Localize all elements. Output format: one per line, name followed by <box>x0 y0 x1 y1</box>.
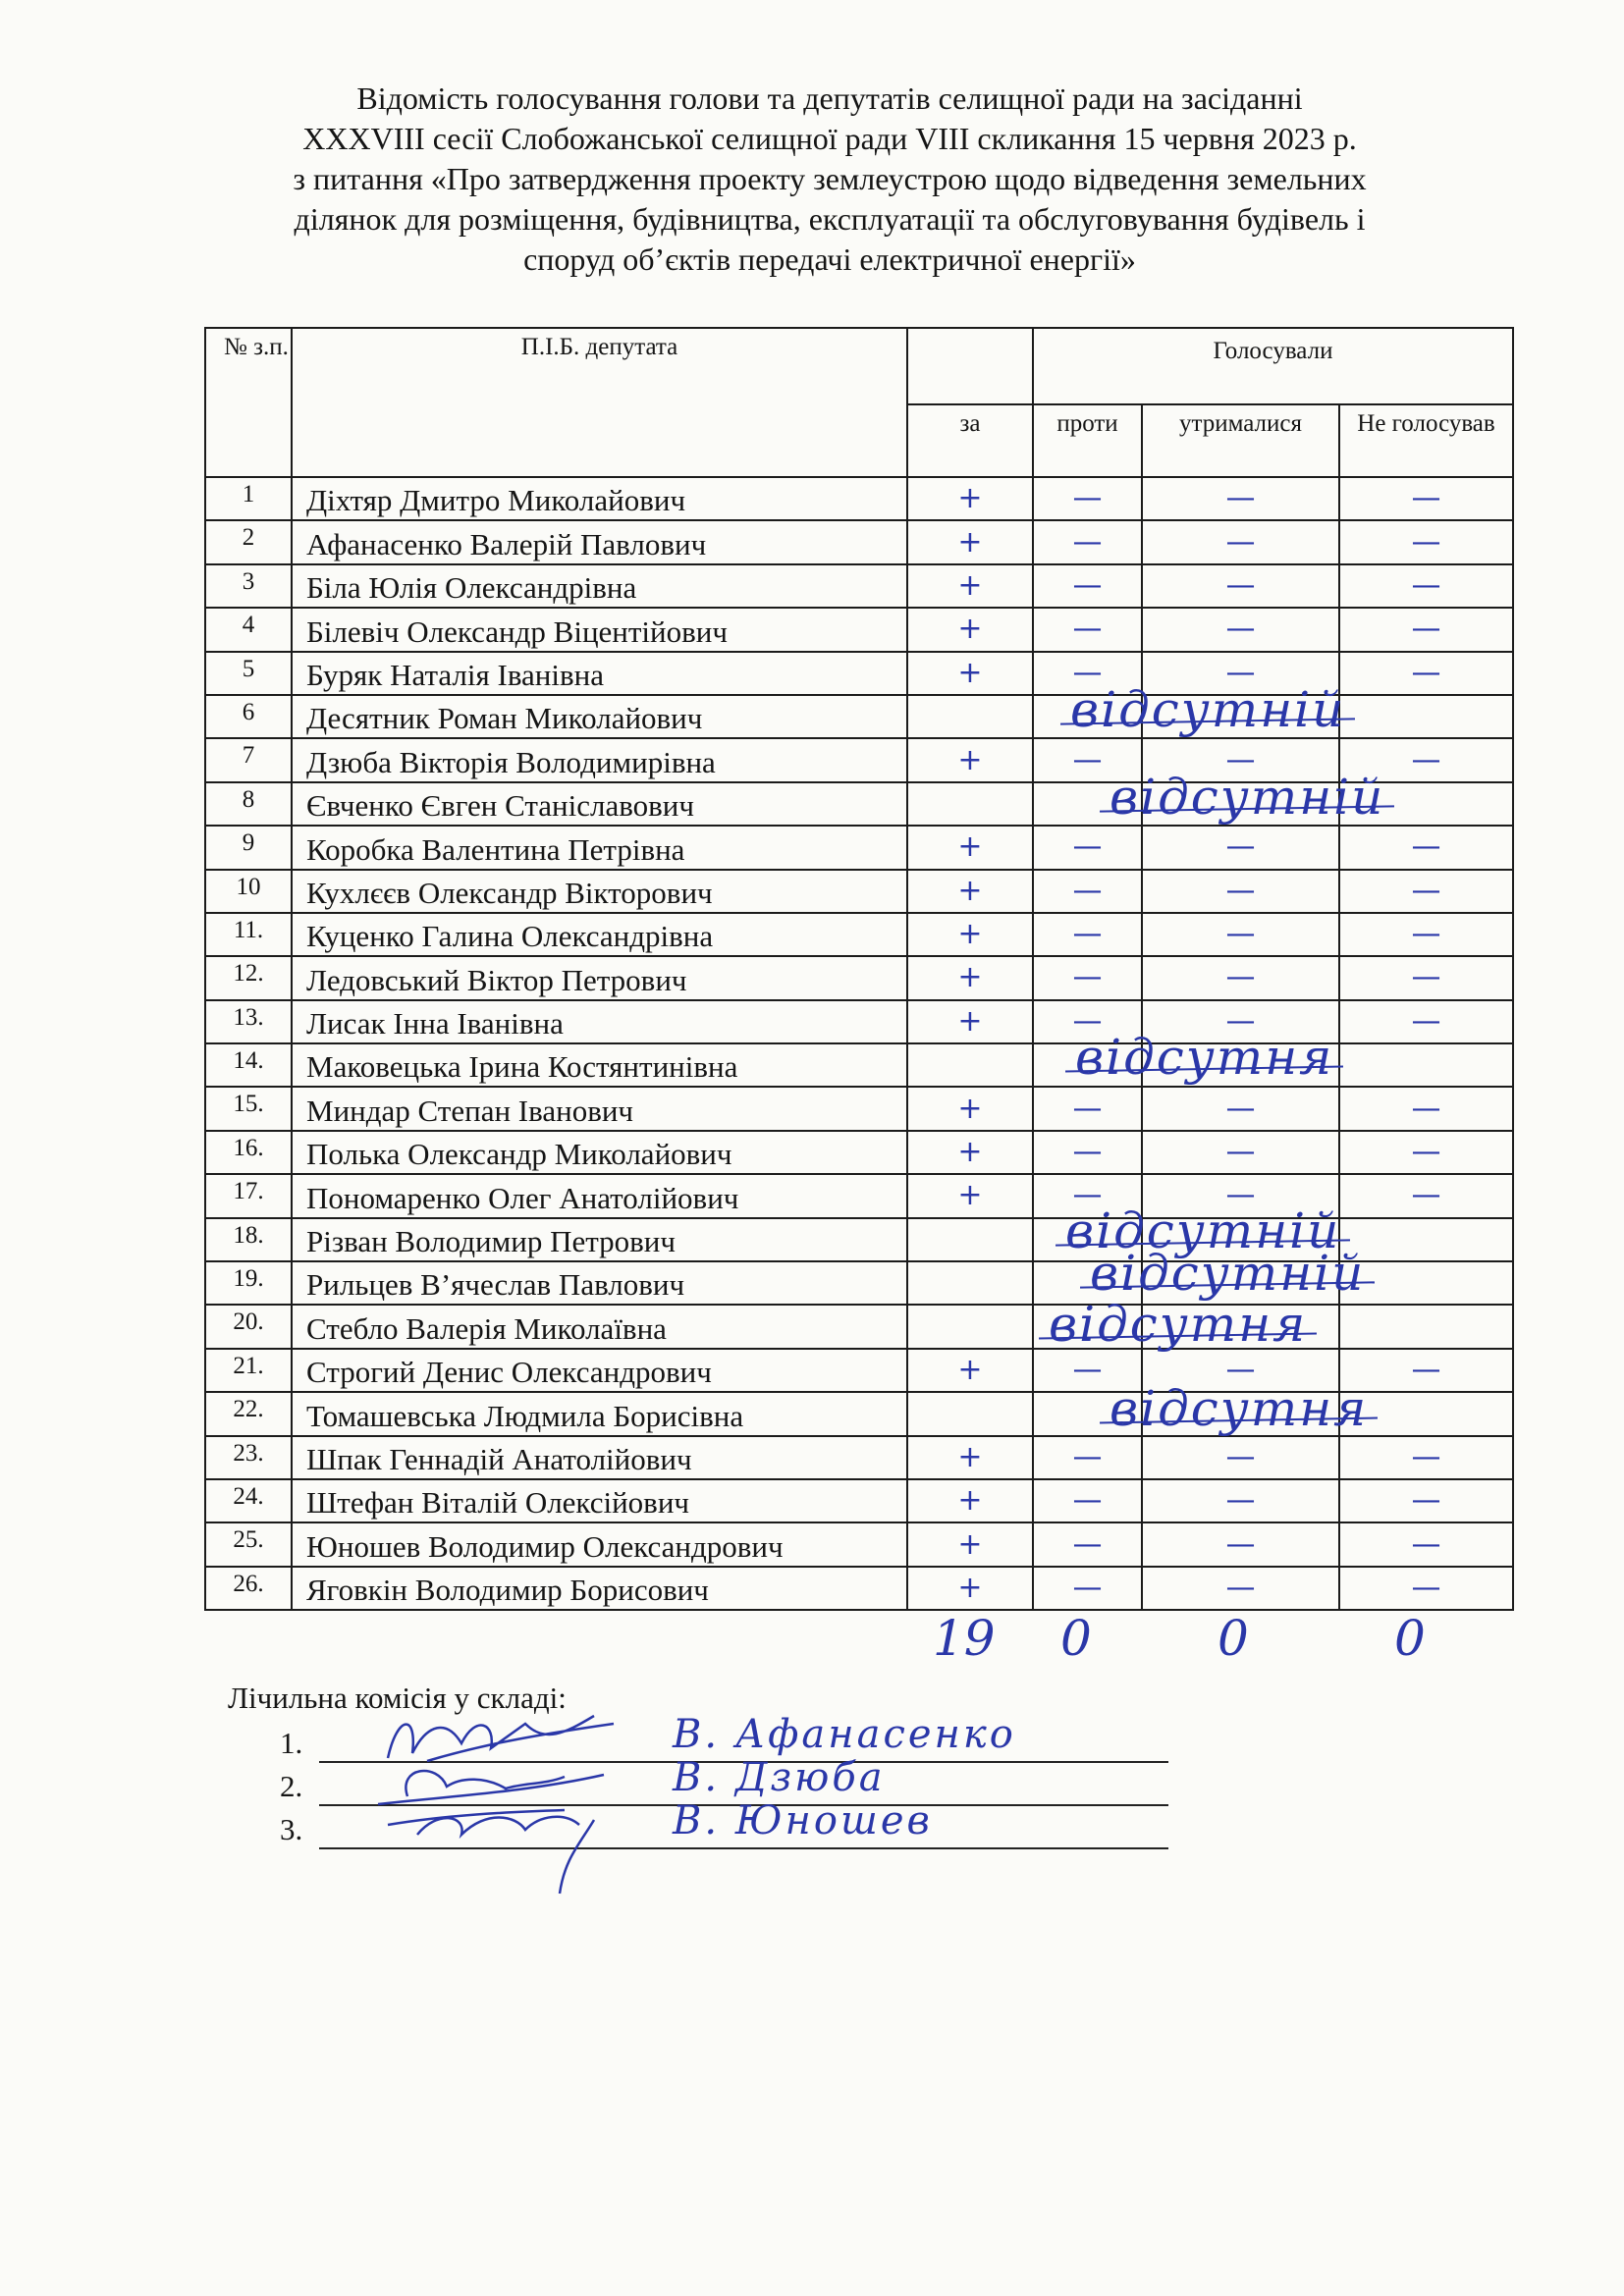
row-number: 4 <box>205 608 292 651</box>
vote-not-voted: — <box>1339 1479 1513 1522</box>
document-header <box>177 79 1483 280</box>
deputy-name: Ледовський Віктор Петрович <box>292 956 907 999</box>
vote-abstained: — <box>1142 956 1339 999</box>
vote-abstained: — <box>1142 1174 1339 1217</box>
deputy-name: Буряк Наталія Іванівна <box>292 652 907 695</box>
vote-abstained: — <box>1142 1436 1339 1479</box>
vote-abstained: — <box>1142 477 1339 520</box>
vote-for: + <box>907 1479 1033 1522</box>
vote-for: + <box>907 913 1033 956</box>
vote-not-voted: — <box>1339 520 1513 563</box>
vote-for: + <box>907 1567 1033 1610</box>
vote-for: + <box>907 608 1033 651</box>
row-number: 7 <box>205 738 292 781</box>
vote-not-voted: — <box>1339 1349 1513 1392</box>
vote-for: + <box>907 1436 1033 1479</box>
vote-abstained: — <box>1142 608 1339 651</box>
vote-abstained: — <box>1142 913 1339 956</box>
vote-not-voted: — <box>1339 564 1513 608</box>
table-row <box>205 1305 1513 1348</box>
table-row <box>205 956 1513 999</box>
vote-for: + <box>907 1349 1033 1392</box>
row-number: 11. <box>205 913 292 956</box>
vote-against: — <box>1033 913 1142 956</box>
member-name: В. Дзюба <box>673 1755 886 1800</box>
row-number: 21. <box>205 1349 292 1392</box>
table-row <box>205 1087 1513 1130</box>
row-number: 12. <box>205 956 292 999</box>
vote-abstained: — <box>1142 564 1339 608</box>
col-header-not-voted: Не голосував <box>1339 404 1513 477</box>
vote-against: — <box>1033 1131 1142 1174</box>
vote-for: + <box>907 1131 1033 1174</box>
table-row <box>205 608 1513 651</box>
member-number: 3. <box>280 1812 303 1846</box>
vote-not-voted: — <box>1339 608 1513 651</box>
row-number: 15. <box>205 1087 292 1130</box>
col-header-number <box>205 328 292 477</box>
row-number: 17. <box>205 1174 292 1217</box>
vote-for: + <box>907 520 1033 563</box>
vote-for: + <box>907 826 1033 869</box>
vote-for: + <box>907 1174 1033 1217</box>
deputy-name: Куценко Галина Олександрівна <box>292 913 907 956</box>
vote-for: + <box>907 1000 1033 1043</box>
vote-against: — <box>1033 1479 1142 1522</box>
vote-for <box>907 695 1033 738</box>
vote-for <box>907 1305 1033 1348</box>
vote-against: — <box>1033 738 1142 781</box>
table-row <box>205 826 1513 869</box>
row-number: 23. <box>205 1436 292 1479</box>
vote-abstained: — <box>1142 1522 1339 1566</box>
table-row <box>205 477 1513 520</box>
vote-against: — <box>1033 1349 1142 1392</box>
vote-for: + <box>907 870 1033 913</box>
row-number: 25. <box>205 1522 292 1566</box>
col-header-number-label: № з.п. <box>224 334 289 360</box>
absent-note: відсутня <box>1075 1029 1334 1086</box>
deputy-name: Діхтяр Дмитро Миколайович <box>292 477 907 520</box>
vote-not-voted: — <box>1339 1087 1513 1130</box>
vote-against: — <box>1033 1174 1142 1217</box>
vote-abstained: — <box>1142 1087 1339 1130</box>
vote-not-voted: — <box>1339 1000 1513 1043</box>
absent-note: відсутня <box>1110 1380 1369 1437</box>
vote-not-voted: — <box>1339 652 1513 695</box>
deputy-name: Євченко Євген Станіславович <box>292 782 907 826</box>
table-row <box>205 1567 1513 1610</box>
deputy-name: Яговкін Володимир Борисович <box>292 1567 907 1610</box>
vote-not-voted: — <box>1339 477 1513 520</box>
row-number: 8 <box>205 782 292 826</box>
vote-not-voted <box>1339 1305 1513 1348</box>
row-number: 24. <box>205 1479 292 1522</box>
table-row <box>205 520 1513 563</box>
total-for: 19 <box>933 1610 996 1667</box>
vote-against: — <box>1033 1000 1142 1043</box>
col-header-abstained: утрималися <box>1142 404 1339 477</box>
table-row <box>205 913 1513 956</box>
vote-for <box>907 782 1033 826</box>
total-against: 0 <box>1060 1610 1092 1667</box>
vote-not-voted: — <box>1339 738 1513 781</box>
vote-not-voted: — <box>1339 1174 1513 1217</box>
vote-abstained: — <box>1142 1000 1339 1043</box>
row-number: 22. <box>205 1392 292 1435</box>
signature-icon <box>368 1790 682 1898</box>
vote-for <box>907 1261 1033 1305</box>
col-header-for: за <box>907 404 1033 477</box>
row-number: 1 <box>205 477 292 520</box>
row-number: 19. <box>205 1261 292 1305</box>
row-number: 3 <box>205 564 292 608</box>
vote-against: — <box>1033 564 1142 608</box>
table-row <box>205 870 1513 913</box>
vote-for: + <box>907 956 1033 999</box>
deputy-name: Томашевська Людмила Борисівна <box>292 1392 907 1435</box>
row-number: 16. <box>205 1131 292 1174</box>
vote-not-voted: — <box>1339 1522 1513 1566</box>
vote-abstained: — <box>1142 1567 1339 1610</box>
vote-against: — <box>1033 1567 1142 1610</box>
member-number: 1. <box>280 1726 303 1760</box>
vote-for: + <box>907 1087 1033 1130</box>
vote-abstained: — <box>1142 1131 1339 1174</box>
vote-abstained: — <box>1142 652 1339 695</box>
vote-against: — <box>1033 652 1142 695</box>
col-header-voted: Голосували <box>1033 328 1513 404</box>
col-header-name: П.І.Б. депутата <box>292 328 907 477</box>
vote-not-voted: — <box>1339 1131 1513 1174</box>
vote-not-voted: — <box>1339 826 1513 869</box>
row-number: 10 <box>205 870 292 913</box>
row-number: 18. <box>205 1218 292 1261</box>
vote-for: + <box>907 652 1033 695</box>
deputy-name: Штефан Віталій Олексійович <box>292 1479 907 1522</box>
vote-not-voted: — <box>1339 1567 1513 1610</box>
vote-abstained: — <box>1142 826 1339 869</box>
vote-abstained: — <box>1142 520 1339 563</box>
col-header-empty <box>907 328 1033 404</box>
table-row <box>205 1522 1513 1566</box>
deputy-name: Коробка Валентина Петрівна <box>292 826 907 869</box>
header-line-3: з питання «Про затвердження проекту землеустрою щодо відведення земельних <box>293 161 1367 196</box>
total-abstained: 0 <box>1218 1610 1249 1667</box>
table-row <box>205 1479 1513 1522</box>
absent-note: відсутня <box>1049 1296 1308 1353</box>
deputy-name: Дзюба Вікторія Володимирівна <box>292 738 907 781</box>
deputy-name: Білевіч Олександр Віцентійович <box>292 608 907 651</box>
absent-note: відсутній <box>1070 681 1346 738</box>
deputy-name: Рильцев В’ячеслав Павлович <box>292 1261 907 1305</box>
vote-against: — <box>1033 1522 1142 1566</box>
commission-member <box>280 1798 1168 1851</box>
deputy-name: Шпак Геннадій Анатолійович <box>292 1436 907 1479</box>
header-line-2: XXXVIII сесії Слобожанської селищної ради VIII скликання 15 червня 2023 р. <box>302 121 1357 156</box>
row-number: 20. <box>205 1305 292 1348</box>
deputy-name: Строгий Денис Олександрович <box>292 1349 907 1392</box>
vote-abstained: — <box>1142 870 1339 913</box>
vote-for: + <box>907 738 1033 781</box>
member-name: В. Юношев <box>673 1798 933 1843</box>
col-header-against: проти <box>1033 404 1142 477</box>
vote-not-voted: — <box>1339 913 1513 956</box>
deputy-name: Юношев Володимир Олександрович <box>292 1522 907 1566</box>
vote-for: + <box>907 564 1033 608</box>
row-number: 26. <box>205 1567 292 1610</box>
vote-against: — <box>1033 608 1142 651</box>
member-name: В. Афанасенко <box>673 1712 1016 1757</box>
table-row <box>205 1436 1513 1479</box>
vote-not-voted <box>1339 695 1513 738</box>
row-number: 13. <box>205 1000 292 1043</box>
deputy-name: Кухлєєв Олександр Вікторович <box>292 870 907 913</box>
deputy-name: Маковецька Ірина Костянтинівна <box>292 1043 907 1087</box>
vote-for <box>907 1043 1033 1087</box>
vote-abstained: — <box>1142 738 1339 781</box>
vote-against: — <box>1033 1087 1142 1130</box>
row-number: 5 <box>205 652 292 695</box>
row-number: 14. <box>205 1043 292 1087</box>
header-line-1: Відомість голосування голови та депутатів селищної ради на засіданні <box>356 80 1303 116</box>
total-not-voted: 0 <box>1394 1610 1426 1667</box>
vote-for: + <box>907 1522 1033 1566</box>
row-number: 9 <box>205 826 292 869</box>
commission-title: Лічильна комісія у складі: <box>228 1681 567 1715</box>
deputy-name: Афанасенко Валерій Павлович <box>292 520 907 563</box>
deputy-name: Полька Олександр Миколайович <box>292 1131 907 1174</box>
member-number: 2. <box>280 1769 303 1803</box>
deputy-name: Пономаренко Олег Анатолійович <box>292 1174 907 1217</box>
vote-for <box>907 1392 1033 1435</box>
vote-against: — <box>1033 477 1142 520</box>
row-number: 2 <box>205 520 292 563</box>
row-number: 6 <box>205 695 292 738</box>
vote-not-voted <box>1339 1043 1513 1087</box>
deputy-name: Різван Володимир Петрович <box>292 1218 907 1261</box>
vote-against: — <box>1033 1436 1142 1479</box>
vote-against: — <box>1033 956 1142 999</box>
absent-note: відсутній <box>1110 769 1385 826</box>
vote-abstained: — <box>1142 1349 1339 1392</box>
header-line-5: споруд об’єктів передачі електричної енергії» <box>523 241 1136 277</box>
vote-for <box>907 1218 1033 1261</box>
table-row <box>205 564 1513 608</box>
deputy-name: Лисак Інна Іванівна <box>292 1000 907 1043</box>
absent-note: відсутній <box>1090 1245 1366 1302</box>
absent-note: відсутній <box>1065 1202 1341 1259</box>
vote-not-voted: — <box>1339 956 1513 999</box>
header-line-4: ділянок для розміщення, будівництва, експлуатації та обслуговування будівель і <box>294 201 1366 237</box>
vote-against: — <box>1033 826 1142 869</box>
deputy-name: Десятник Роман Миколайович <box>292 695 907 738</box>
vote-not-voted: — <box>1339 870 1513 913</box>
vote-for: + <box>907 477 1033 520</box>
vote-against: — <box>1033 520 1142 563</box>
deputy-name: Миндар Степан Іванович <box>292 1087 907 1130</box>
table-row <box>205 1131 1513 1174</box>
vote-not-voted <box>1339 1218 1513 1261</box>
deputy-name: Стебло Валерія Миколаївна <box>292 1305 907 1348</box>
vote-against: — <box>1033 870 1142 913</box>
deputy-name: Біла Юлія Олександрівна <box>292 564 907 608</box>
vote-abstained: — <box>1142 1479 1339 1522</box>
vote-not-voted: — <box>1339 1436 1513 1479</box>
